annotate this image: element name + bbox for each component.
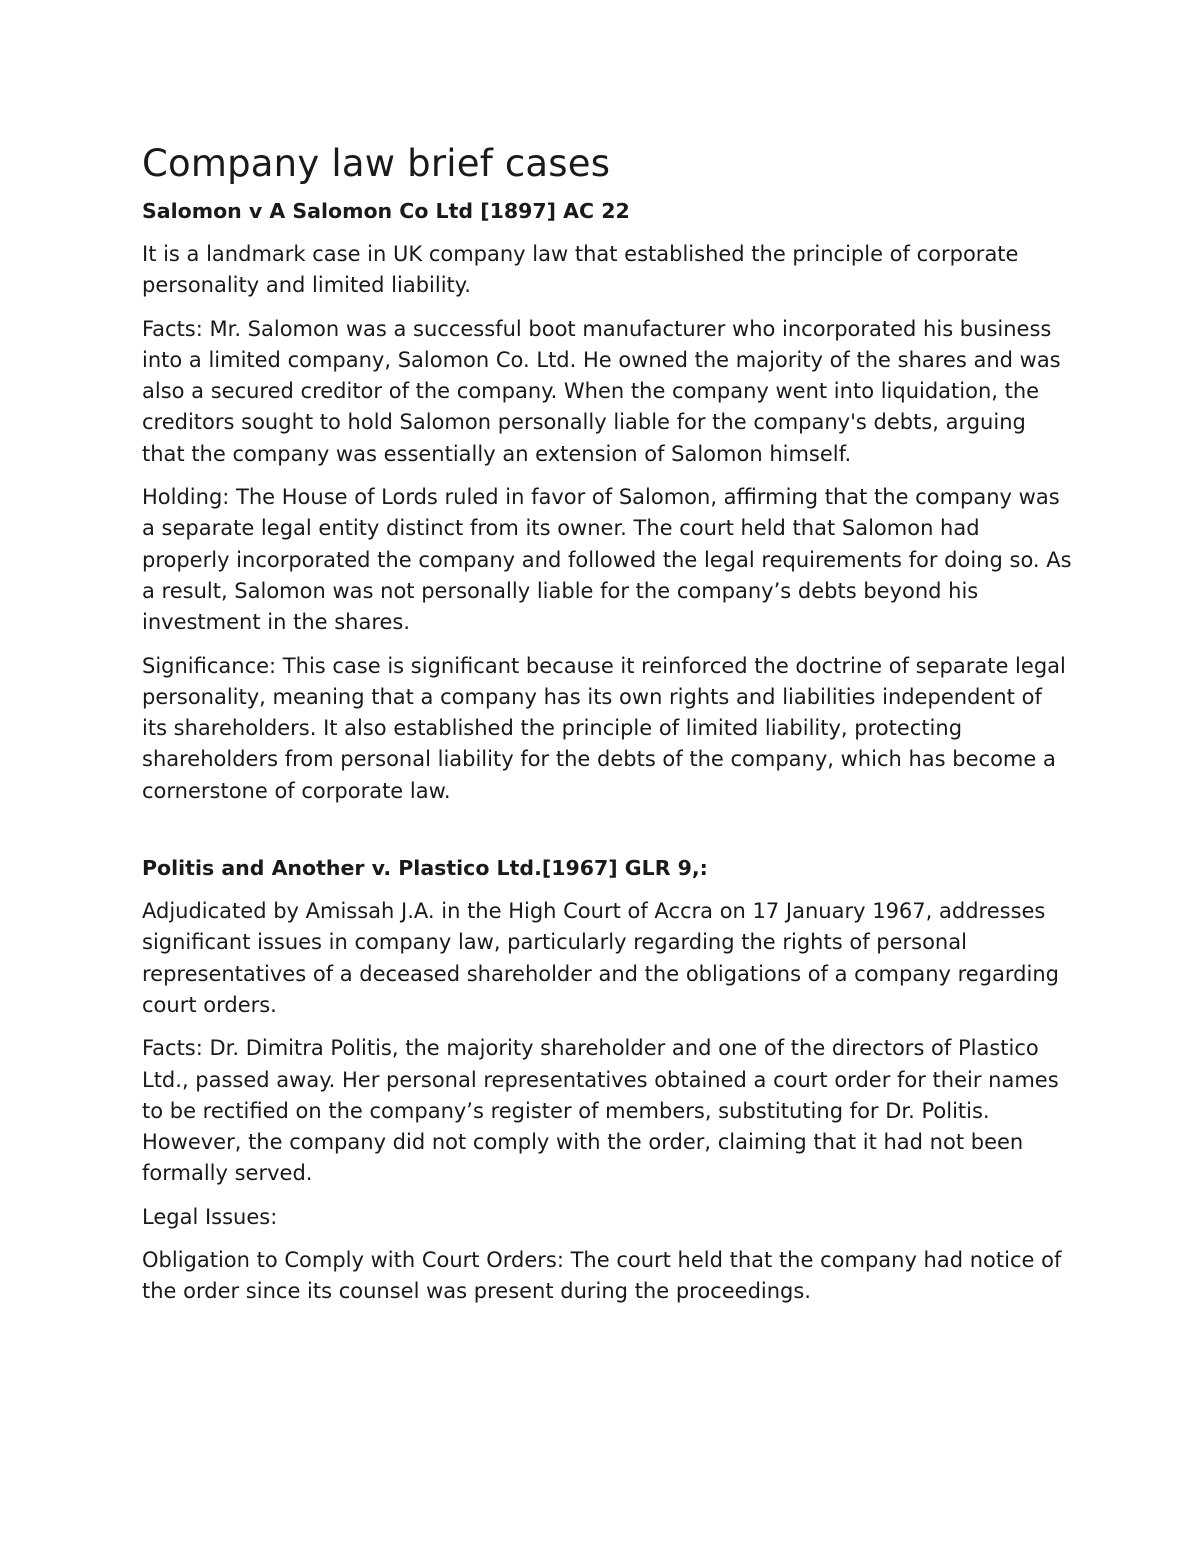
salomon-facts: Facts: Mr. Salomon was a successful boot manufacturer who incorporated his business into a limited company, Salomon Co. Ltd. He owned the majority of the shares and was also a secured creditor of the company. When the company went into liquidation, the creditors sought to hold Salomon personally liable for the company's debts, arguing that the company was essentially an extension of Salomon himself. (142, 316, 1061, 466)
politis-facts: Facts: Dr. Dimitra Politis, the majority shareholder and one of the directors of Plastico Ltd., passed away. Her personal representatives obtained a court order for their names to be rectified on the company’s register of members, substituting for Dr. Politis. However, the company did not comply with the order, claiming that it had not been formally served. (142, 1036, 1059, 1186)
salomon-intro: It is a landmark case in UK company law that established the principle of corporate personality and limited liability. (142, 242, 1019, 298)
section-spacer (142, 819, 1072, 852)
case-heading-salomon: Salomon v A Salomon Co Ltd [1897] AC 22 (142, 199, 630, 223)
politis-legal-issues-label: Legal Issues: (142, 1204, 278, 1229)
salomon-significance: Significance: This case is significant because it reinforced the doctrine of separate legal personality, meaning that a company has its own rights and liabilities independent of its shareholders. It also established the principle of limited liability, protecting shareholders from personal liability for the debts of the company, which has become a cornerstone of corporate law. (142, 653, 1066, 803)
politis-intro: Adjudicated by Amissah J.A. in the High Court of Accra on 17 January 1967, addresses significant issues in company law, particularly regarding the rights of personal representatives of a deceased shareholder and the obligations of a company regarding court orders. (142, 899, 1059, 1017)
document-page (142, 138, 1072, 1320)
case-heading-politis: Politis and Another v. Plastico Ltd.[1967] GLR 9,: (142, 856, 708, 881)
document-title: Company law brief cases (142, 142, 611, 185)
salomon-holding: Holding: The House of Lords ruled in favor of Salomon, affirming that the company was a separate legal entity distinct from its owner. The court held that Salomon had properly incorporated the company and followed the legal requirements for doing so. As a result, Salomon was not personally liable for the company’s debts beyond his investment in the shares. (142, 485, 1072, 635)
politis-obligation: Obligation to Comply with Court Orders: The court held that the company had notice of the order since its counsel was present during the proceedings. (142, 1248, 1062, 1304)
